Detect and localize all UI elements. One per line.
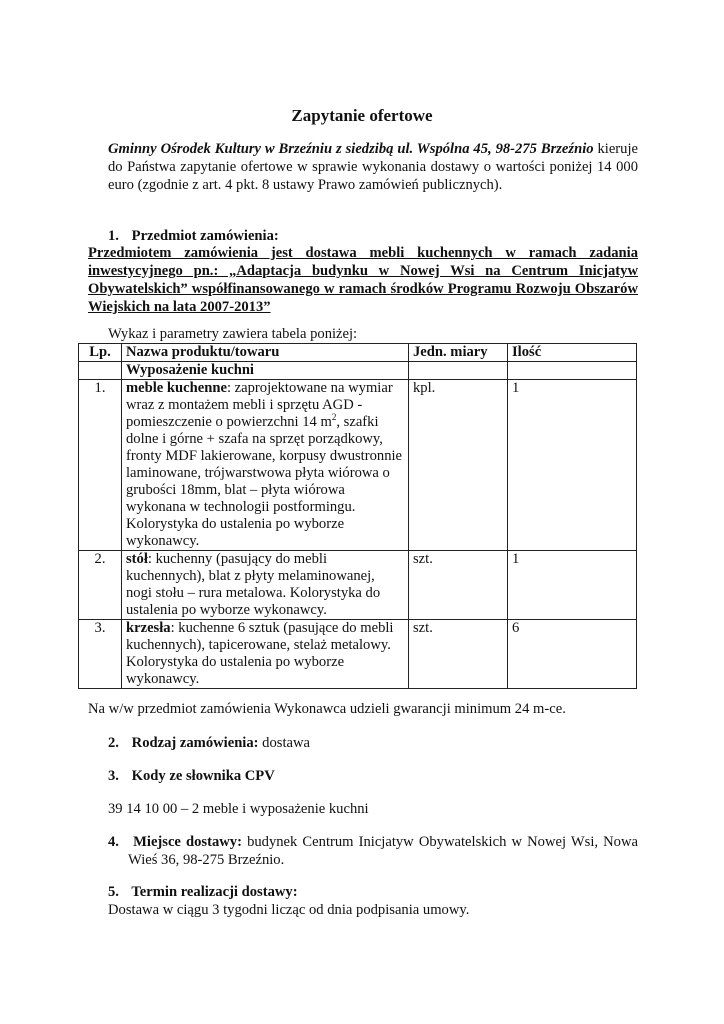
section-5-value: Dostawa w ciągu 3 tygodni licząc od dnia podpisania umowy. [108, 902, 470, 918]
order-subject-last: Wiejskich na lata 2007-2013” [88, 299, 271, 315]
table-row [79, 551, 637, 620]
intro-paragraph [108, 140, 638, 194]
section-2-title: Rodzaj zamówienia: [131, 735, 259, 751]
section-4-value: budynek Centrum Inicjatyw Obywatelskich w Nowej Wsi, Nowa [241, 834, 638, 850]
row-product-name: meble kuchenne [126, 380, 227, 396]
row-unit: kpl. [409, 380, 508, 551]
section-4-title: Miejsce dostawy: [133, 834, 242, 850]
group-empty-cell [508, 362, 637, 380]
table-header-row [79, 344, 637, 362]
row-qty: 1 [508, 380, 637, 551]
group-empty-cell [409, 362, 508, 380]
section-4-value-cont: Wieś 36, 98-275 Brzeźnio. [128, 852, 285, 868]
row-description [122, 380, 409, 551]
row-lp: 3. [79, 620, 122, 689]
section-3 [108, 768, 275, 785]
page-title: Zapytanie ofertowe [291, 106, 433, 125]
row-lp: 2. [79, 551, 122, 620]
group-label: Wyposażenie kuchni [122, 362, 409, 380]
order-subject-main: Przedmiotem zamówienia jest dostawa mebli kuchennych w ramach zadania inwestycyjnego pn.: „Adaptacja budynku w Nowej Wsi na Centrum Inicjatyw Obywatelskich” współfinansowanego w ramach środków Programu Rozwoju Obszarów [88, 245, 638, 297]
section-5-number: 5. [108, 884, 119, 900]
section-5-title: Termin realizacji dostawy: [131, 884, 298, 900]
intro-text: kieruje do Państwa zapytanie ofertowe w sprawie wykonania dostawy o wartości poniżej 14 000 euro (zgodnie z art. 4 pkt. 8 ustawy Prawo zamówień publicznych). [108, 141, 638, 193]
section-4 [108, 833, 638, 869]
row-unit: szt. [409, 551, 508, 620]
header-unit: Jedn. miary [409, 344, 508, 362]
section-1-number: 1. [108, 228, 119, 244]
row-product-name: stół [126, 551, 148, 567]
section-4-number: 4. [108, 834, 119, 850]
table-group-row [79, 362, 637, 380]
table-row [79, 380, 637, 551]
row-description [122, 551, 409, 620]
group-empty-cell [79, 362, 122, 380]
row-lp: 1. [79, 380, 122, 551]
row-desc-text: : kuchenny (pasujący do mebli kuchennych), blat z płyty melaminowanej, nogi stołu – rura metalowa. Kolorystyka do ustalenia po wyborze wykonawcy. [126, 551, 381, 618]
section-3-number: 3. [108, 768, 119, 784]
order-subject [88, 244, 638, 316]
items-table [78, 343, 637, 689]
row-desc-text-cont: , szafki dolne i górne + szafa na sprzęt porządkowy, fronty MDF lakierowane, korpusy dwustronnie laminowane, trójwarstwowa płyta wiórowa o grubości 18mm, blat – płyta wiórowa wykonana w technologii postformingu. Kolorystyka do ustalenia po wyborze wykonawcy. [126, 414, 403, 549]
section-4-line1 [108, 833, 638, 851]
section-2 [108, 735, 310, 752]
row-description [122, 620, 409, 689]
section-1-title: Przedmiot zamówienia: [131, 228, 279, 244]
header-name: Nazwa produktu/towaru [122, 344, 409, 362]
section-1-heading [108, 228, 279, 245]
row-qty: 1 [508, 551, 637, 620]
header-lp: Lp. [79, 344, 122, 362]
section-2-number: 2. [108, 735, 119, 751]
section-3-title: Kody ze słownika CPV [131, 768, 275, 784]
guarantee-text: Na w/w przedmiot zamówienia Wykonawca udzieli gwarancji minimum 24 m-ce. [88, 701, 566, 717]
table-intro: Wykaz i parametry zawiera tabela poniżej: [108, 326, 358, 342]
row-desc-text: : kuchenne 6 sztuk (pasujące do mebli kuchennych), tapicerowane, stelaż metalowy. Kolorystyka do ustalenia po wyborze wykonawcy. [126, 620, 394, 687]
table-row [79, 620, 637, 689]
header-qty: Ilość [508, 344, 637, 362]
row-product-name: krzesła [126, 620, 171, 636]
row-unit: szt. [409, 620, 508, 689]
row-desc-sup: 2 [331, 412, 337, 423]
row-desc-text: : zaprojektowane na wymiar wraz z montażem mebli i sprzętu AGD - pomieszczenie o powierzchni 14 m [126, 380, 393, 430]
institution-name: Gminny Ośrodek Kultury w Brzeźniu z siedzibą ul. Wspólna 45, 98-275 Brzeźnio [108, 141, 594, 157]
cpv-code: 39 14 10 00 – 2 meble i wyposażenie kuchni [108, 801, 369, 817]
section-2-value: dostawa [258, 735, 311, 751]
row-qty: 6 [508, 620, 637, 689]
section-5 [108, 884, 298, 901]
